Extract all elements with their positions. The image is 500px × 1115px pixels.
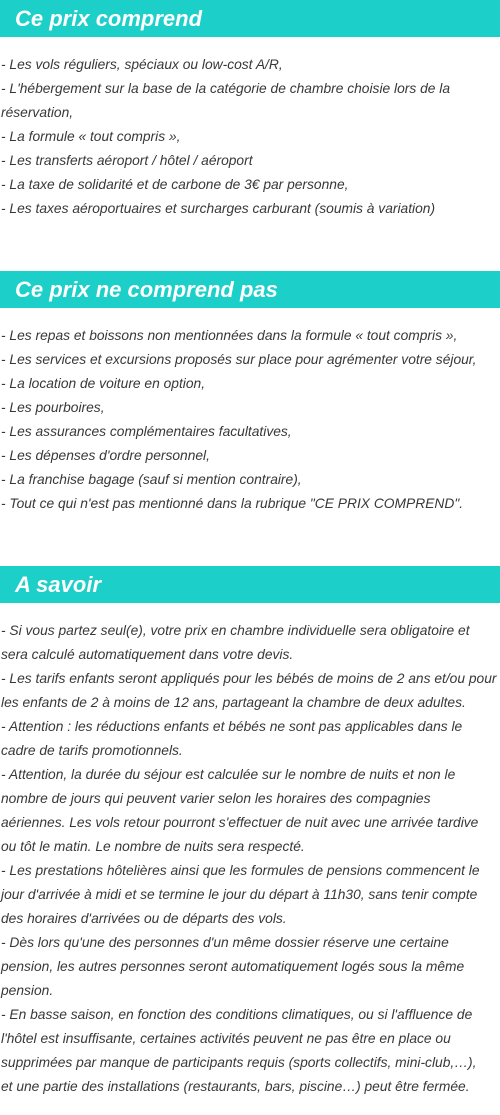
list-item-text: - Les taxes aéroportuaires et surcharges carburant (soumis à variation) bbox=[1, 201, 436, 216]
list-item bbox=[0, 619, 500, 667]
list-item bbox=[0, 125, 500, 149]
list-item bbox=[0, 53, 500, 77]
list-item-text: aériennes. Les vols retour pourront s'effectuer de nuit avec une arrivée tardive bbox=[1, 815, 479, 830]
list-item-text: - La taxe de solidarité et de carbone de 3€ par personne, bbox=[1, 177, 349, 192]
list-item bbox=[0, 149, 500, 173]
list-item-text: cadre de tarifs promotionnels. bbox=[1, 743, 183, 758]
list-item-text: et une partie des installations (restaurants, bars, piscine…) peut être fermée. bbox=[1, 1079, 470, 1094]
list-item bbox=[0, 492, 500, 516]
list-item-text: - Les vols réguliers, spéciaux ou low-cost A/R, bbox=[1, 57, 283, 72]
section-ce-prix-ne-comprend-pas bbox=[0, 271, 500, 516]
list-item-text: - Les repas et boissons non mentionnées dans la formule « tout compris », bbox=[1, 328, 458, 343]
list-item-text: réservation, bbox=[1, 105, 74, 120]
list-item-text: - Si vous partez seul(e), votre prix en chambre individuelle sera obligatoire et bbox=[1, 623, 470, 638]
list-item bbox=[0, 396, 500, 420]
list-item bbox=[0, 931, 500, 1003]
list-item-text: les enfants de 2 à moins de 12 ans, partageant la chambre de deux adultes. bbox=[1, 695, 466, 710]
list-item bbox=[0, 324, 500, 348]
list-item-text: pension. bbox=[1, 983, 54, 998]
list-item-text: ou tôt le matin. Le nombre de nuits sera respecté. bbox=[1, 839, 305, 854]
list-item-text: - Les tarifs enfants seront appliqués pour les bébés de moins de 2 ans et/ou pour bbox=[1, 671, 497, 686]
list-item bbox=[0, 348, 500, 372]
list-item-text: - Les assurances complémentaires facultatives, bbox=[1, 424, 292, 439]
section-header bbox=[0, 271, 500, 308]
section-list bbox=[0, 308, 500, 516]
list-item bbox=[0, 420, 500, 444]
list-item-text: - Les pourboires, bbox=[1, 400, 105, 415]
section-list bbox=[0, 603, 500, 1099]
list-item bbox=[0, 667, 500, 715]
section-header bbox=[0, 0, 500, 37]
list-item-text: - En basse saison, en fonction des conditions climatiques, ou si l'affluence de bbox=[1, 1007, 473, 1022]
list-item bbox=[0, 173, 500, 197]
section-a-savoir bbox=[0, 566, 500, 1099]
list-item bbox=[0, 763, 500, 859]
section-header bbox=[0, 566, 500, 603]
section-title: Ce prix comprend bbox=[15, 6, 203, 31]
section-title: Ce prix ne comprend pas bbox=[15, 277, 278, 302]
list-item-text: - La location de voiture en option, bbox=[1, 376, 206, 391]
list-item bbox=[0, 372, 500, 396]
list-item bbox=[0, 859, 500, 931]
list-item-text: - Tout ce qui n'est pas mentionné dans la rubrique "CE PRIX COMPREND". bbox=[1, 496, 464, 511]
list-item bbox=[0, 197, 500, 221]
list-item-text: nombre de jours qui peuvent varier selon les horaires des compagnies bbox=[1, 791, 431, 806]
list-item-text: - Dès lors qu'une des personnes d'un même dossier réserve une certaine bbox=[1, 935, 449, 950]
section-title: A savoir bbox=[15, 572, 102, 597]
list-item-text: - L'hébergement sur la base de la catégorie de chambre choisie lors de la bbox=[1, 81, 450, 96]
list-item-text: - La formule « tout compris », bbox=[1, 129, 181, 144]
list-item bbox=[0, 715, 500, 763]
list-item-text: - Les prestations hôtelières ainsi que les formules de pensions commencent le bbox=[1, 863, 480, 878]
list-item bbox=[0, 468, 500, 492]
list-item bbox=[0, 77, 500, 125]
list-item-text: - Les dépenses d'ordre personnel, bbox=[1, 448, 210, 463]
list-item-text: - La franchise bagage (sauf si mention contraire), bbox=[1, 472, 302, 487]
list-item-text: - Attention, la durée du séjour est calculée sur le nombre de nuits et non le bbox=[1, 767, 456, 782]
list-item-text: sera calculé automatiquement dans votre devis. bbox=[1, 647, 294, 662]
list-item-text: - Les transferts aéroport / hôtel / aéroport bbox=[1, 153, 253, 168]
list-item-text: l'hôtel est insuffisante, certaines activités peuvent ne pas être en place ou bbox=[1, 1031, 451, 1046]
list-item-text: des horaires d'arrivées ou de départs des vols. bbox=[1, 911, 287, 926]
list-item-text: - Attention : les réductions enfants et bébés ne sont pas applicables dans le bbox=[1, 719, 463, 734]
list-item-text: jour d'arrivée à midi et se termine le jour du départ à 11h30, sans tenir compte bbox=[1, 887, 478, 902]
list-item-text: - Les services et excursions proposés sur place pour agrémenter votre séjour, bbox=[1, 352, 477, 367]
list-item-text: pension, les autres personnes seront automatiquement logés sous la même bbox=[1, 959, 465, 974]
list-item-text: supprimées par manque de participants requis (sports collectifs, mini-club,…), bbox=[1, 1055, 477, 1070]
list-item bbox=[0, 1003, 500, 1099]
section-ce-prix-comprend bbox=[0, 0, 500, 221]
list-item bbox=[0, 444, 500, 468]
section-list bbox=[0, 37, 500, 221]
